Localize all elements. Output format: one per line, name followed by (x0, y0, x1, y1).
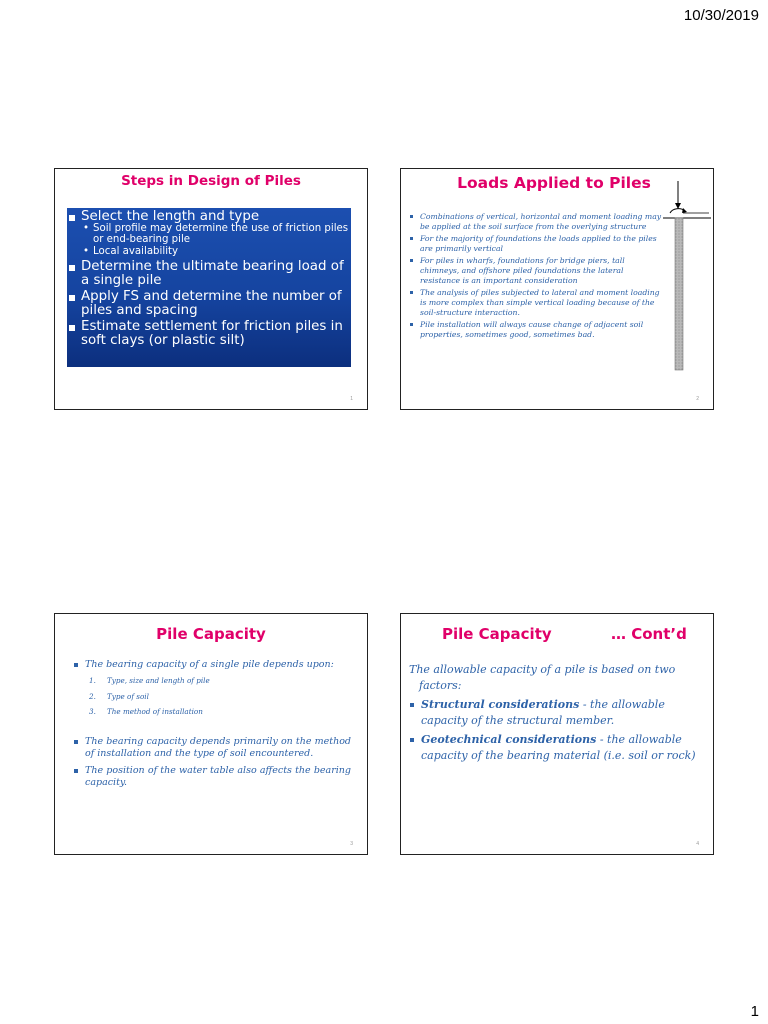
bullet: The bearing capacity of a single pile depends upon: (73, 659, 351, 671)
slide-number: 1 (350, 396, 353, 402)
sub-bullet: • Soil profile may determine the use of friction piles or end-bearing pile (67, 224, 351, 245)
slide-content-panel (67, 208, 351, 367)
list-item: Combinations of vertical, horizontal and moment loading may be applied at the soil surface from the overlying structure (409, 212, 665, 232)
list-item (73, 673, 351, 689)
bullet-text: - the allowable capacity of the bearing material (i.e. soil or rock) (421, 733, 696, 762)
sub-bullet: • Local availability (67, 247, 351, 258)
bullet (409, 732, 703, 764)
slide-number: 3 (350, 841, 353, 847)
slide-number: 4 (696, 841, 699, 847)
print-date: 10/30/2019 (683, 7, 759, 24)
title-suffix: … Cont’d (611, 625, 687, 643)
item-number: 1. (89, 676, 96, 685)
list-item (73, 704, 351, 720)
bullet-term: Structural considerations (421, 698, 580, 711)
bullet: The bearing capacity depends primarily on the method of installation and the type of soil encountered. (73, 736, 351, 760)
slide-2 (400, 168, 714, 410)
bullet: Determine the ultimate bearing load of a single pile (67, 260, 351, 288)
bullet-term: Geotechnical considerations (421, 733, 597, 746)
pile-shaft (675, 218, 683, 370)
vertical-load-arrowhead (675, 203, 681, 209)
bullet: The position of the water table also affects the bearing capacity. (73, 765, 351, 789)
slide-body (409, 662, 703, 764)
bullet: Estimate settlement for friction piles in soft clays (or plastic silt) (67, 320, 351, 348)
slide-title: Pile Capacity (156, 625, 266, 643)
list-item: For the majority of foundations the loads applied to the piles are primarily vertical (409, 234, 665, 254)
moment-arrowhead (682, 208, 687, 213)
bullet (409, 697, 703, 729)
list-item: Pile installation will always cause change of adjacent soil properties, sometimes good, sometimes bad. (409, 320, 665, 340)
item-number: 3. (89, 707, 96, 716)
numbered-list (73, 673, 351, 720)
bullet: Select the length and type (67, 210, 351, 224)
list-item: For piles in wharfs, foundations for bridge piers, tall chimneys, and offshore piled foundations the lateral resistance is an important consideration (409, 256, 665, 286)
slide-title: Loads Applied to Piles (457, 174, 651, 192)
slide-1 (54, 168, 368, 410)
slide-title: Steps in Design of Piles (121, 173, 301, 189)
item-text: The method of installation (107, 707, 203, 716)
bullet-text: - the allowable capacity of the structural member. (421, 698, 665, 727)
page-number: 1 (750, 1003, 759, 1020)
intro-text (409, 662, 703, 694)
slide-body (73, 659, 351, 789)
title-text: Pile Capacity (442, 625, 552, 643)
pile-load-diagram (663, 173, 713, 373)
slide-3 (54, 613, 368, 855)
bullet: Apply FS and determine the number of piles and spacing (67, 290, 351, 318)
bullet-list (409, 212, 665, 342)
item-text: Type, size and length of pile (107, 676, 210, 685)
slide-title (442, 625, 692, 643)
slide-number: 2 (696, 396, 699, 402)
item-text: Type of soil (107, 691, 149, 701)
list-item (73, 689, 351, 705)
slide-4 (400, 613, 714, 855)
item-number: 2. (89, 691, 96, 701)
intro-line: The allowable capacity of a pile is based on two (409, 663, 676, 676)
list-item: The analysis of piles subjected to lateral and moment loading is more complex than simple vertical loading because of the soil-structure interaction. (409, 288, 665, 318)
intro-line: factors: (419, 679, 462, 692)
